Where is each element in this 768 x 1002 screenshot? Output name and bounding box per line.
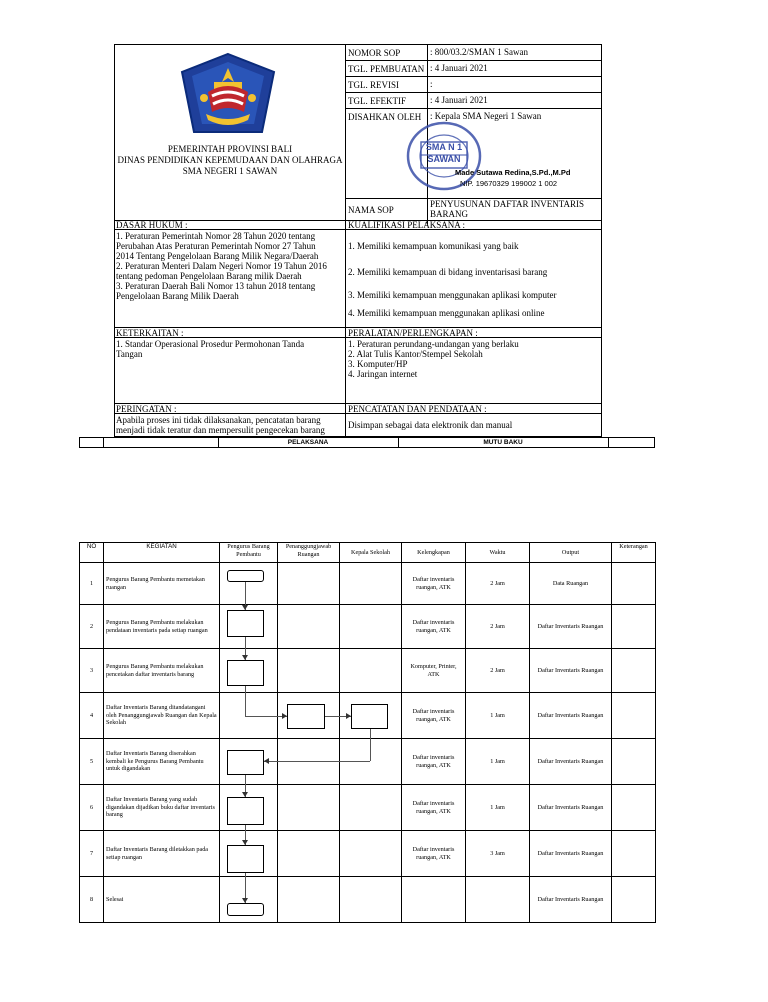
- pencatatan-title: PENCATATAN DAN PENDATAAN :: [348, 404, 487, 414]
- cell-output: Daftar Inventaris Ruangan: [530, 877, 612, 923]
- col-keterangan: Keterangan: [612, 543, 656, 563]
- strip-divider: [103, 437, 104, 448]
- cell-keterangan: [612, 785, 656, 831]
- cell-pengurus: [220, 563, 278, 605]
- cell-no: 3: [80, 649, 104, 693]
- field-row-line: [345, 92, 602, 93]
- cell-keterangan: [612, 739, 656, 785]
- cell-kegiatan: Pengurus Barang Pembantu memetakan ruangan: [104, 563, 220, 605]
- arrow-head: [242, 605, 248, 610]
- pelaksana-label: PELAKSANA: [287, 439, 329, 446]
- org-line-3: SMA NEGERI 1 SAWAN: [182, 166, 278, 176]
- procedure-table: [79, 542, 656, 923]
- cell-penanggungjawab: [278, 785, 340, 831]
- cell-kegiatan: Daftar Inventaris Barang yang sudah digandakan dijadikan buku daftar inventaris barang: [104, 785, 220, 831]
- cell-waktu: 1 Jam: [466, 785, 530, 831]
- table-row: [80, 649, 656, 693]
- cell-kepala: [340, 831, 402, 877]
- keterkaitan-title: KETERKAITAN :: [116, 328, 184, 338]
- col-waktu: Waktu: [466, 543, 530, 563]
- signer-name: Made Sutawa Redina,S.Pd.,M.Pd: [455, 168, 571, 177]
- cell-penanggungjawab: [278, 563, 340, 605]
- cell-keterangan: [612, 877, 656, 923]
- cell-penanggungjawab: [278, 877, 340, 923]
- peringatan-title: PERINGATAN :: [116, 404, 177, 414]
- cell-kepala: [340, 605, 402, 649]
- cell-keterangan: [612, 693, 656, 739]
- cell-penanggungjawab: [278, 831, 340, 877]
- cell-keterangan: [612, 605, 656, 649]
- cell-kepala: [340, 877, 402, 923]
- connector-line: [264, 761, 370, 762]
- cell-kelengkapan: Komputer, Printer, ATK: [402, 649, 466, 693]
- field-row-line: [345, 76, 602, 77]
- disahkan-label: DISAHKAN OLEH: [348, 112, 422, 122]
- cell-waktu: 2 Jam: [466, 563, 530, 605]
- table-row: [80, 563, 656, 605]
- process-box: [227, 610, 264, 637]
- col-output: Output: [530, 543, 612, 563]
- cell-output: Data Ruangan: [530, 563, 612, 605]
- cell-waktu: 2 Jam: [466, 605, 530, 649]
- cell-no: 4: [80, 693, 104, 739]
- cell-no: 6: [80, 785, 104, 831]
- mutu-baku-label: MUTU BAKU: [483, 439, 523, 446]
- cell-kelengkapan: Daftar inventaris ruangan, ATK: [402, 739, 466, 785]
- arrow-head: [282, 713, 287, 719]
- cell-kegiatan: Daftar Inventaris Barang diletakkan pada setiap ruangan: [104, 831, 220, 877]
- process-box: [227, 660, 264, 686]
- peringatan-text: Apabila proses ini tidak dilaksanakan, pencatatan barang menjadi tidak teratur dan mempersulit pengecekan barang: [116, 415, 325, 435]
- arrow-head: [242, 840, 248, 845]
- tgl-revisi-label: TGL. REVISI: [348, 80, 399, 90]
- cell-kegiatan: Daftar Inventaris Barang diserahkan kembali ke Pengurus Barang Pembantu untuk digandakan: [104, 739, 220, 785]
- table-row: [80, 831, 656, 877]
- strip-divider: [608, 437, 609, 448]
- kualifikasi-title: KUALIFIKASI PELAKSANA :: [348, 220, 466, 230]
- org-line-1: PEMERINTAH PROVINSI BALI: [167, 144, 293, 154]
- dasar-hukum-title: DASAR HUKUM :: [116, 220, 188, 230]
- arrow-head: [346, 713, 351, 719]
- cell-output: Daftar Inventaris Ruangan: [530, 739, 612, 785]
- field-row-line: [345, 60, 602, 61]
- cell-penanggungjawab: [278, 649, 340, 693]
- process-box: [351, 704, 388, 729]
- nomor-sop-value: : 800/03.2/SMAN 1 Sawan: [430, 47, 529, 57]
- pencatatan-text: Disimpan sebagai data elektronik dan manual: [348, 420, 513, 430]
- connector-line: [245, 686, 246, 716]
- cell-output: Daftar Inventaris Ruangan: [530, 693, 612, 739]
- col-no: NO: [80, 543, 104, 563]
- col-kepala-sekolah: Kepala Sekolah: [340, 543, 402, 563]
- tgl-efektif-value: : 4 Januari 2021: [430, 95, 488, 105]
- school-logo: [178, 52, 278, 138]
- cell-waktu: [466, 877, 530, 923]
- cell-kelengkapan: Daftar inventaris ruangan, ATK: [402, 693, 466, 739]
- table-row: [80, 605, 656, 649]
- kualifikasi-item-4: 4. Memiliki kemampuan menggunakan aplikasi online: [348, 308, 545, 318]
- stamp-text: SMA N 1 SAWAN: [425, 142, 463, 164]
- tgl-efektif-label: TGL. EFEKTIF: [348, 96, 406, 106]
- cell-kepala: [340, 649, 402, 693]
- col-kelengkapan: Kelengkapan: [402, 543, 466, 563]
- col-penanggungjawab: Penanggungjawab Ruangan: [278, 543, 340, 563]
- nama-sop-label: NAMA SOP: [348, 205, 394, 215]
- cell-kelengkapan: Daftar inventaris ruangan, ATK: [402, 563, 466, 605]
- cell-output: Daftar Inventaris Ruangan: [530, 831, 612, 877]
- tgl-pembuatan-label: TGL. PEMBUATAN: [348, 64, 425, 74]
- cell-no: 2: [80, 605, 104, 649]
- peralatan-title: PERALATAN/PERLENGKAPAN :: [348, 328, 478, 338]
- keterkaitan-text: 1. Standar Operasional Prosedur Permohonan Tanda Tangan: [116, 339, 305, 359]
- cell-no: 5: [80, 739, 104, 785]
- nomor-sop-label: NOMOR SOP: [348, 48, 401, 58]
- org-line-2: DINAS PENDIDIKAN KEPEMUDAAN DAN OLAHRAGA: [117, 155, 343, 165]
- cell-kelengkapan: [402, 877, 466, 923]
- peralatan-text: 1. Peraturan perundang-undangan yang berlaku 2. Alat Tulis Kantor/Stempel Sekolah 3. Komputer/HP 4. Jaringan internet: [348, 339, 519, 379]
- cell-waktu: 3 Jam: [466, 831, 530, 877]
- cell-output: Daftar Inventaris Ruangan: [530, 785, 612, 831]
- process-box: [287, 704, 325, 729]
- cell-kegiatan: Selesai: [104, 877, 220, 923]
- arrow-head: [242, 898, 248, 903]
- terminator-start: [227, 570, 264, 582]
- cell-output: Daftar Inventaris Ruangan: [530, 649, 612, 693]
- tgl-pembuatan-value: : 4 Januari 2021: [430, 63, 488, 73]
- nama-sop-value: PENYUSUNAN DAFTAR INVENTARIS BARANG: [430, 199, 585, 219]
- arrow-head: [242, 655, 248, 660]
- tgl-revisi-value: :: [430, 79, 433, 89]
- signer-nip: NIP. 19670329 199002 1 002: [460, 179, 558, 188]
- disahkan-value: : Kepala SMA Negeri 1 Sawan: [430, 111, 542, 121]
- connector-line: [245, 716, 287, 717]
- process-box: [227, 750, 264, 775]
- kualifikasi-item-3: 3. Memiliki kemampuan menggunakan aplikasi komputer: [348, 290, 557, 300]
- cell-kepala: [340, 563, 402, 605]
- process-box: [227, 797, 264, 825]
- cell-no: 7: [80, 831, 104, 877]
- col-kegiatan: KEGIATAN: [104, 543, 220, 563]
- cell-penanggungjawab: [278, 605, 340, 649]
- cell-no: 8: [80, 877, 104, 923]
- col-pengurus: Pengurus Barang Pembantu: [220, 543, 278, 563]
- header-divider: [345, 44, 346, 437]
- cell-keterangan: [612, 649, 656, 693]
- cell-keterangan: [612, 563, 656, 605]
- cell-waktu: 2 Jam: [466, 649, 530, 693]
- table-row: [80, 785, 656, 831]
- cell-no: 1: [80, 563, 104, 605]
- kualifikasi-item-2: 2. Memiliki kemampuan di bidang inventarisasi barang: [348, 267, 548, 277]
- connector-line: [370, 729, 371, 761]
- arrow-head: [264, 758, 269, 764]
- arrow-head: [242, 792, 248, 797]
- cell-kelengkapan: Daftar inventaris ruangan, ATK: [402, 831, 466, 877]
- table-row: [80, 877, 656, 923]
- cell-kegiatan: Daftar Inventaris Barang ditandatangani oleh Penanggungjawab Ruangan dan Kepala Sekolah: [104, 693, 220, 739]
- kualifikasi-item-1: 1. Memiliki kemampuan komunikasi yang baik: [348, 241, 519, 251]
- cell-output: Daftar Inventaris Ruangan: [530, 605, 612, 649]
- cell-keterangan: [612, 831, 656, 877]
- cell-kepala: [340, 785, 402, 831]
- terminator-end: [227, 903, 264, 916]
- process-box: [227, 845, 264, 873]
- cell-waktu: 1 Jam: [466, 693, 530, 739]
- cell-kelengkapan: Daftar inventaris ruangan, ATK: [402, 605, 466, 649]
- cell-waktu: 1 Jam: [466, 739, 530, 785]
- cell-kegiatan: Pengurus Barang Pembantu melakukan pencetakan daftar inventaris barang: [104, 649, 220, 693]
- field-row-line: [345, 108, 602, 109]
- cell-kegiatan: Pengurus Barang Pembantu melakukan pendataan inventaris pada setiap ruangan: [104, 605, 220, 649]
- cell-kelengkapan: Daftar inventaris ruangan, ATK: [402, 785, 466, 831]
- dasar-hukum-text: 1. Peraturan Pemerintah Nomor 28 Tahun 2020 tentang Perubahan Atas Peraturan Pemerintah Nomor 27 Tahun 2014 Tentang Pengelolaan Barang Milik Negara/Daerah 2. Peraturan Menteri Dalam Negeri Nomor 19 Tahun 2016 tentang pedoman Pengelolaan Barang milik Daerah 3. Peraturan Daerah Bali Nomor 13 tahun 2018 tentang Pengelolaan Barang Milik Daerah: [116, 231, 327, 301]
